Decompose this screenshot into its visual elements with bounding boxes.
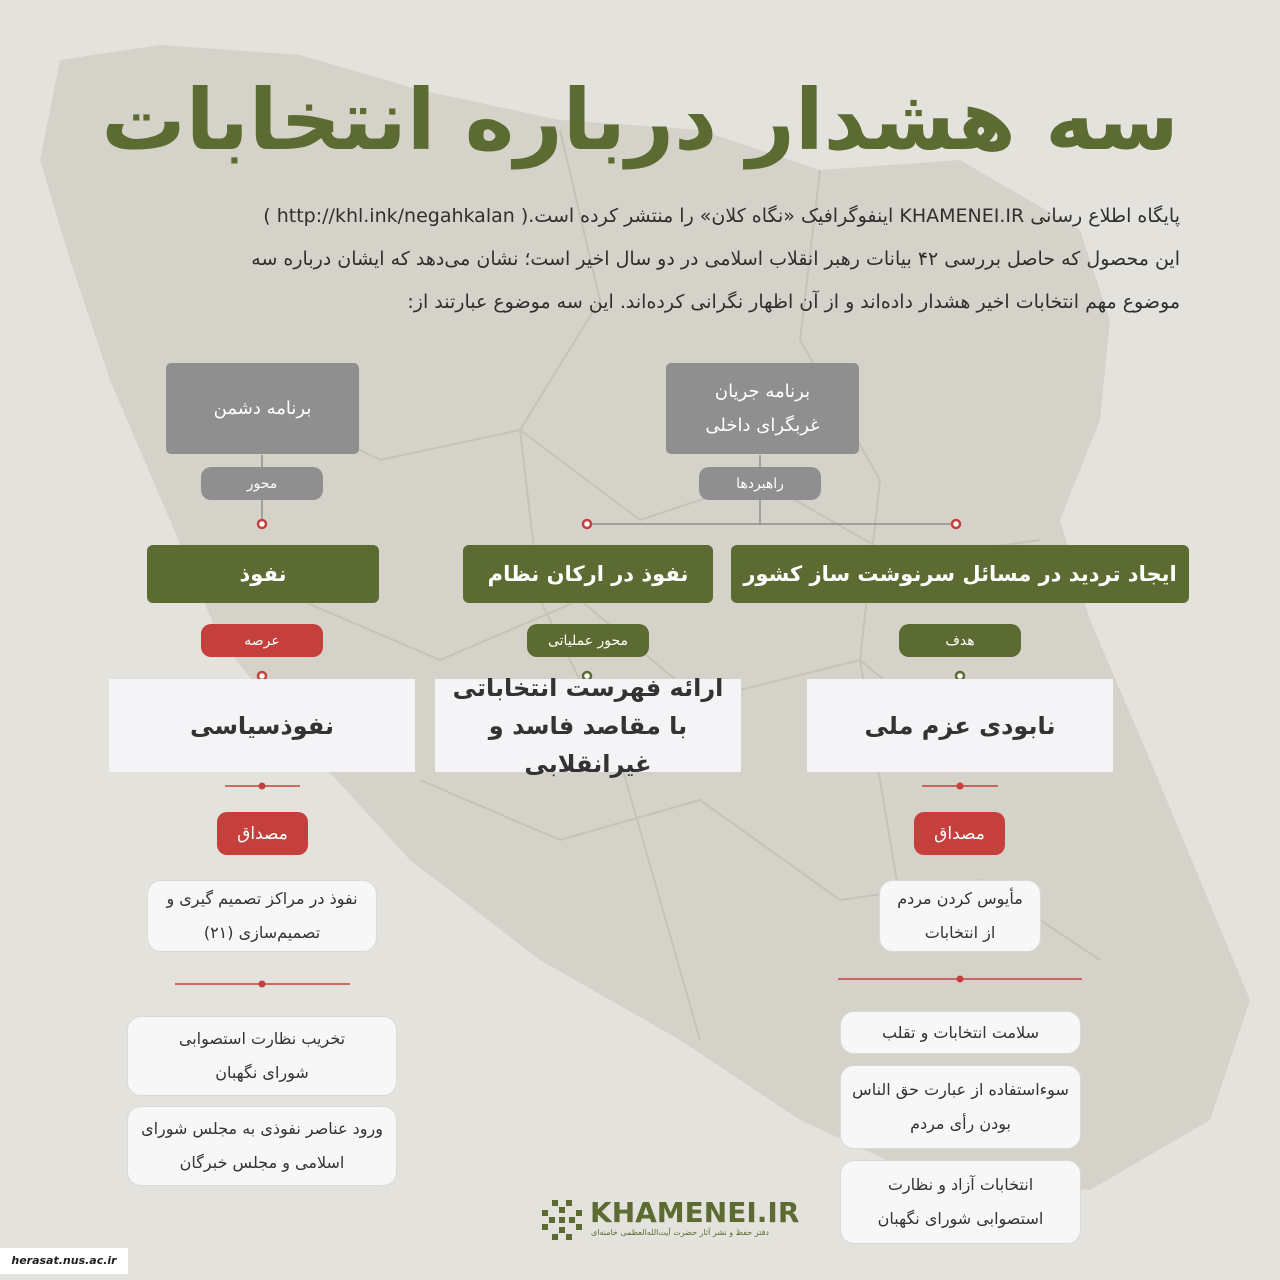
political-infiltration-label: نفوذسیاسی (190, 711, 334, 740)
doubt-box: ایجاد تردید در مسائل سرنوشت ساز کشور (731, 545, 1189, 603)
left-card-3-line-2: اسلامی و مجلس خبرگان (179, 1153, 345, 1172)
right-card-1-line-1: مأیوس کردن مردم (897, 889, 1023, 908)
arena-pill: عرصه (201, 624, 323, 657)
right-card-4 (840, 1160, 1081, 1244)
intro-line-1: پایگاه اطلاع رسانی KHAMENEI.IR اینفوگرافیک «نگاه کلان» را منتشر کرده است.( http://khl.ink/negahkalan ) (263, 205, 1180, 227)
right-card-3-line-2: بودن رأی مردم (910, 1114, 1011, 1133)
intro-line-3: موضوع مهم انتخابات اخیر هشدار داده‌اند و از آن اظهار نگرانی کرده‌اند. این سه موضوع عبارتند از: (407, 291, 1180, 313)
enemy-program-box (166, 363, 359, 454)
left-card-1-line-2: تصمیم‌سازی (۲۱) (203, 923, 321, 942)
right-card-1-line-2: از انتخابات (924, 923, 996, 942)
electoral-list-line-1: ارائه فهرست انتخاباتی (452, 673, 724, 702)
credit-watermark: herasat.nus.ac.ir (0, 1248, 128, 1274)
internal-current-line-2: غربگرای داخلی (705, 414, 820, 436)
goal-pill: هدف (899, 624, 1021, 657)
internal-current-box (666, 363, 859, 454)
geometric-star-logo-icon (538, 1196, 586, 1244)
electoral-list-line-2: با مقاصد فاسد و غیرانقلابی (488, 711, 688, 778)
political-infiltration-box (109, 679, 415, 772)
right-instance-label: مصداق (914, 812, 1005, 855)
right-card-3-line-1: سوءاستفاده از عبارت حق الناس (852, 1080, 1069, 1099)
left-instance-label: مصداق (217, 812, 308, 855)
national-will-label: نابودی عزم ملی (864, 711, 1056, 740)
left-card-1-line-1: نفوذ در مراکز تصمیم گیری و (166, 889, 358, 908)
right-card-2 (840, 1011, 1081, 1054)
right-card-3 (840, 1065, 1081, 1149)
left-card-2 (127, 1016, 397, 1096)
right-card-4-line-2: استصوابی شورای نگهبان (877, 1209, 1044, 1228)
strategies-pill: راهبردها (699, 467, 821, 500)
infiltration-box: نفوذ (147, 545, 379, 603)
left-card-3-line-1: ورود عناصر نفوذی به مجلس شورای (141, 1119, 383, 1138)
intro-line-2: این محصول که حاصل بررسی ۴۲ بیانات رهبر انقلاب اسلامی در دو سال اخیر است؛ نشان می‌دهد که ایشان درباره سه (251, 248, 1180, 270)
operational-axis-pill: محور عملیاتی (527, 624, 649, 657)
right-card-1 (879, 880, 1041, 952)
axis-pill: محور (201, 467, 323, 500)
page-title: سه هشدار درباره انتخابات (101, 71, 1179, 169)
system-pillars-box: نفوذ در ارکان نظام (463, 545, 713, 603)
left-card-2-line-2: شورای نگهبان (215, 1063, 309, 1082)
left-card-2-line-1: تخریب نظارت استصوابی (178, 1029, 346, 1048)
enemy-program-label: برنامه دشمن (213, 397, 312, 419)
right-card-4-line-1: انتخابات آزاد و نظارت (887, 1175, 1034, 1194)
left-card-3 (127, 1106, 397, 1186)
right-card-2-line-1: سلامت انتخابات و تقلب (881, 1022, 1040, 1042)
logo-text: KHAMENEI.IR (590, 1196, 800, 1229)
electoral-list-box (435, 673, 741, 778)
left-card-1 (147, 880, 377, 952)
logo-subtitle: دفتر حفظ و نشر آثار حضرت آیت‌الله‌العظمی خامنه‌ای (591, 1228, 769, 1237)
national-will-box (807, 679, 1113, 772)
internal-current-line-1: برنامه جریان (714, 380, 811, 402)
